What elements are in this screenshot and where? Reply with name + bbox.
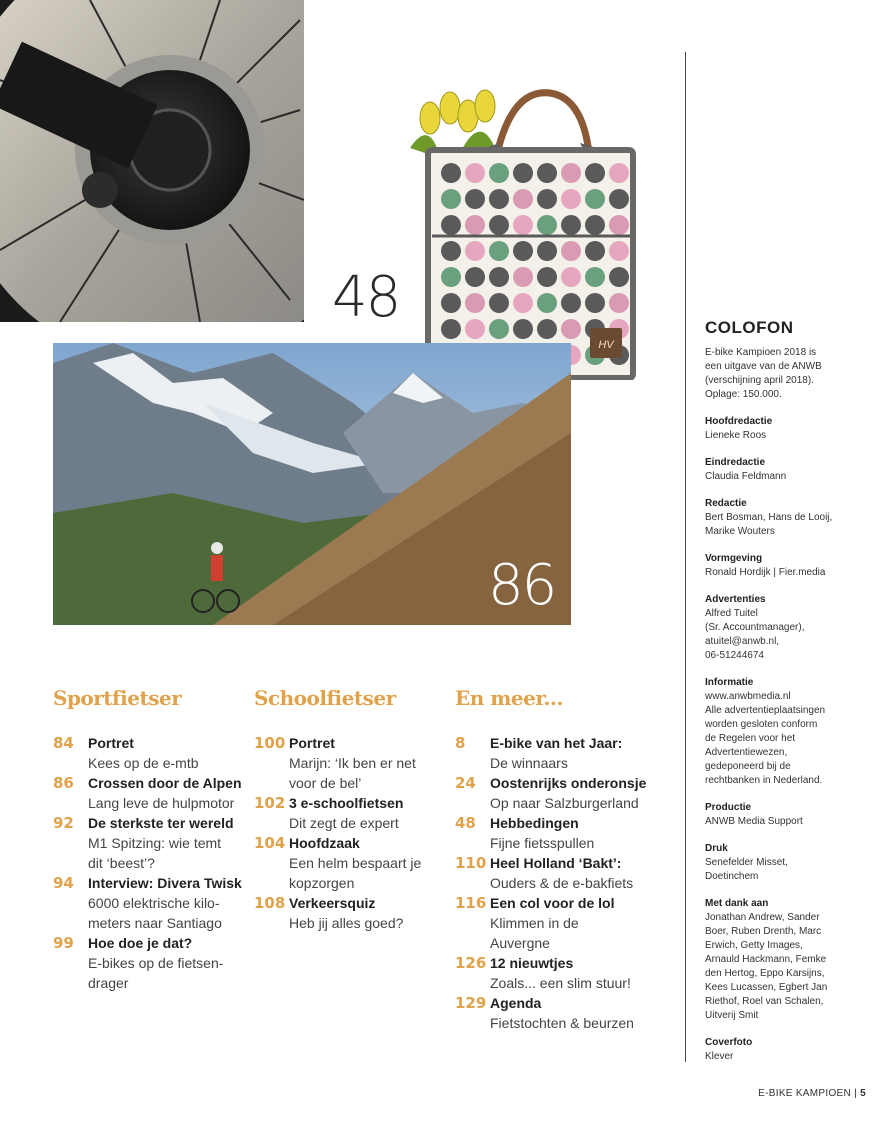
- colofon-title: COLOFON: [705, 318, 794, 337]
- colofon-line: 06-51244674: [705, 650, 764, 661]
- toc-subline: Zoals... een slim stuur!: [490, 975, 631, 991]
- toc-subline: Ouders & de e-bakfiets: [490, 875, 634, 891]
- toc-subline: Op naar Salzburgerland: [490, 795, 639, 811]
- toc-item[interactable]: [53, 733, 253, 773]
- colofon-label: Vormgeving: [705, 553, 763, 564]
- colofon-block: [705, 1036, 845, 1064]
- colofon-intro-line: Oplage: 150.000.: [705, 389, 782, 400]
- toc-page-number: 110: [455, 854, 487, 872]
- toc-column-en-meer: [455, 733, 675, 1033]
- colofon-line: gedeponeerd bij de: [705, 761, 791, 772]
- toc-page-number: 48: [455, 814, 476, 832]
- feature-number-alps: 86: [488, 553, 556, 618]
- toc-subline: dit ‘beest’?: [88, 855, 155, 871]
- colofon-label: Met dank aan: [705, 898, 769, 909]
- toc-page-number: 24: [455, 774, 476, 792]
- colofon-block: [705, 897, 845, 1023]
- colofon: [705, 318, 845, 1064]
- toc-subline: E-bikes op de fietsen-: [88, 955, 224, 971]
- toc-headline: 12 nieuwtjes: [490, 955, 574, 971]
- toc-subline: 6000 elektrische kilo-: [88, 895, 220, 911]
- toc-page-number: 104: [254, 834, 286, 852]
- colofon-line: Riethof, Roel van Schalen,: [705, 996, 824, 1007]
- toc-page-number: 86: [53, 774, 74, 792]
- colofon-line: Marike Wouters: [705, 526, 775, 537]
- colofon-line: rechtbanken in Nederland.: [705, 775, 823, 786]
- colofon-block: [705, 842, 845, 884]
- toc-subline: drager: [88, 975, 129, 991]
- toc-headline: De sterkste ter wereld: [88, 815, 234, 831]
- toc-page-number: 108: [254, 894, 286, 912]
- toc-subline: Klimmen in de: [490, 915, 579, 931]
- colofon-line: Alfred Tuitel: [705, 608, 758, 619]
- toc-headline: Portret: [289, 735, 335, 751]
- colofon-line: (Sr. Accountmanager),: [705, 622, 805, 633]
- toc-page-number: 92: [53, 814, 74, 832]
- toc-item[interactable]: [53, 773, 253, 813]
- colofon-intro-line: (verschijning april 2018).: [705, 375, 814, 386]
- toc-subline: Een helm bespaart je: [289, 855, 422, 871]
- toc-item[interactable]: [254, 733, 454, 793]
- section-title-schoolfietser: Schoolfietser: [254, 686, 396, 710]
- colofon-line: Advertentiewezen,: [705, 747, 788, 758]
- toc-item[interactable]: [53, 813, 253, 873]
- column-divider: [685, 52, 686, 1062]
- colofon-line: worden gesloten conform: [705, 719, 818, 730]
- toc-item[interactable]: [455, 853, 675, 893]
- toc-item[interactable]: [455, 993, 675, 1033]
- toc-subline: Marijn: ‘Ik ben er net: [289, 755, 416, 771]
- colofon-line: ANWB Media Support: [705, 816, 803, 827]
- toc-subline: Heb jij alles goed?: [289, 915, 404, 931]
- colofon-label: Redactie: [705, 498, 747, 509]
- footer-magazine-name: E-BIKE KAMPIOEN: [758, 1088, 852, 1099]
- toc-headline: Crossen door de Alpen: [88, 775, 242, 791]
- toc-subline: voor de bel’: [289, 775, 362, 791]
- page-number: 5: [860, 1088, 866, 1099]
- toc-subline: Kees op de e-mtb: [88, 755, 199, 771]
- toc-subline: meters naar Santiago: [88, 915, 222, 931]
- colofon-block: [705, 552, 845, 580]
- colofon-label: Productie: [705, 802, 752, 813]
- bicycle-bag-photo: [400, 88, 650, 380]
- colofon-line: Erwich, Getty Images,: [705, 940, 803, 951]
- colofon-line: den Hertog, Eppo Karsijns,: [705, 968, 825, 979]
- colofon-block: [705, 456, 845, 484]
- toc-item[interactable]: [455, 953, 675, 993]
- toc-item[interactable]: [53, 873, 253, 933]
- colofon-line: Claudia Feldmann: [705, 471, 787, 482]
- feature-number-bag: 48: [332, 265, 400, 330]
- toc-subline: Lang leve de hulpmotor: [88, 795, 235, 811]
- toc-subline: De winnaars: [490, 755, 568, 771]
- colofon-line: Doetinchem: [705, 871, 759, 882]
- toc-subline: Fijne fietsspullen: [490, 835, 595, 851]
- colofon-line: Alle advertentieplaatsingen: [705, 705, 826, 716]
- colofon-block: [705, 593, 845, 663]
- colofon-label: Coverfoto: [705, 1037, 753, 1048]
- colofon-label: Informatie: [705, 677, 754, 688]
- toc-headline: Hebbedingen: [490, 815, 579, 831]
- toc-headline: Hoofdzaak: [289, 835, 360, 851]
- colofon-block: [705, 676, 845, 788]
- colofon-label: Hoofdredactie: [705, 416, 773, 427]
- toc-headline: Verkeersquiz: [289, 895, 376, 911]
- toc-headline: Hoe doe je dat?: [88, 935, 193, 951]
- colofon-block: [705, 415, 845, 443]
- colofon-label: Advertenties: [705, 594, 766, 605]
- colofon-line: Boer, Ruben Drenth, Marc: [705, 926, 822, 937]
- toc-column-schoolfietser: [254, 733, 454, 933]
- toc-headline: Oostenrijks onderonsje: [490, 775, 647, 791]
- toc-subline: kopzorgen: [289, 875, 355, 891]
- colofon-block: [705, 801, 845, 829]
- colofon-line: de Regelen voor het: [705, 733, 796, 744]
- toc-page-number: 94: [53, 874, 74, 892]
- toc-item[interactable]: [254, 893, 454, 933]
- colofon-line: Uitverij Smit: [705, 1010, 759, 1021]
- toc-item[interactable]: [455, 893, 675, 953]
- colofon-intro-line: een uitgave van de ANWB: [705, 361, 822, 372]
- toc-headline: Een col voor de lol: [490, 895, 615, 911]
- toc-subline: Auvergne: [490, 935, 550, 951]
- colofon-line: Kees Lucassen, Egbert Jan: [705, 982, 828, 993]
- toc-item[interactable]: [455, 813, 675, 853]
- toc-subline: M1 Spitzing: wie temt: [88, 835, 222, 851]
- toc-page-number: 99: [53, 934, 74, 952]
- colofon-intro: [705, 346, 845, 402]
- toc-page-number: 100: [254, 734, 286, 752]
- toc-item[interactable]: [53, 933, 253, 993]
- colofon-line: Jonathan Andrew, Sander: [705, 912, 820, 923]
- colofon-line: www.anwbmedia.nl: [705, 691, 791, 702]
- toc-item[interactable]: [455, 733, 675, 773]
- bag-logo: HV: [598, 339, 614, 351]
- toc-item[interactable]: [254, 793, 454, 833]
- colofon-line: Senefelder Misset,: [705, 857, 788, 868]
- section-title-sportfietser: Sportfietser: [53, 686, 182, 710]
- toc-page-number: 84: [53, 734, 74, 752]
- colofon-label: Druk: [705, 843, 728, 854]
- toc-subline: Dit zegt de expert: [289, 815, 399, 831]
- toc-page-number: 8: [455, 734, 466, 752]
- toc-page-number: 129: [455, 994, 487, 1012]
- toc-headline: 3 e-schoolfietsen: [289, 795, 404, 811]
- colofon-line: Lieneke Roos: [705, 430, 767, 441]
- toc-page-number: 102: [254, 794, 286, 812]
- footer-separator: |: [854, 1088, 858, 1099]
- colofon-block: [705, 497, 845, 539]
- toc-page-number: 126: [455, 954, 487, 972]
- section-title-en-meer: En meer...: [455, 686, 563, 710]
- toc-headline: E-bike van het Jaar:: [490, 735, 623, 751]
- toc-item[interactable]: [254, 833, 454, 893]
- ebike-wheel-photo: [0, 0, 304, 322]
- toc-headline: Interview: Divera Twisk: [88, 875, 242, 891]
- toc-subline: Fietstochten & beurzen: [490, 1015, 634, 1031]
- colofon-line: Bert Bosman, Hans de Looij,: [705, 512, 833, 523]
- toc-page-number: 116: [455, 894, 487, 912]
- toc-column-sportfietser: [53, 733, 253, 993]
- colofon-line: atuitel@anwb.nl,: [705, 636, 780, 647]
- toc-headline: Agenda: [490, 995, 542, 1011]
- colofon-line: Ronald Hordijk | Fier.media: [705, 567, 826, 578]
- toc-item[interactable]: [455, 773, 675, 813]
- colofon-label: Eindredactie: [705, 457, 766, 468]
- colofon-intro-line: E-bike Kampioen 2018 is: [705, 347, 817, 358]
- colofon-line: Klever: [705, 1051, 734, 1062]
- colofon-line: Arnauld Hackmann, Femke: [705, 954, 827, 965]
- page-footer: [758, 1088, 866, 1099]
- toc-headline: Portret: [88, 735, 134, 751]
- toc-headline: Heel Holland ‘Bakt’:: [490, 855, 622, 871]
